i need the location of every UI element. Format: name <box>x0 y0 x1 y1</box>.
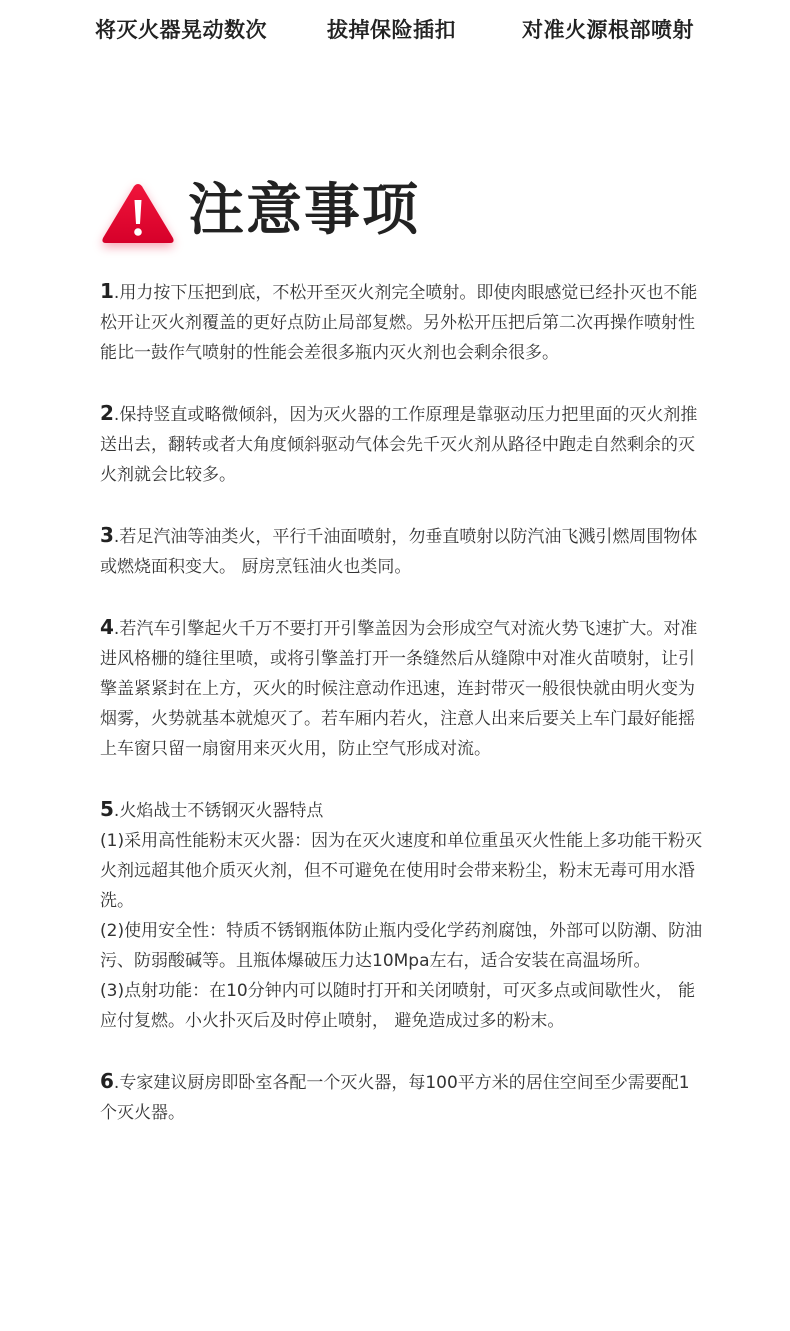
note-item <box>100 520 704 582</box>
note-number: 5 <box>100 797 114 821</box>
note-text: .专家建议厨房即卧室各配一个灭火器，每100平方米的居住空间至少需要配1个灭火器。 <box>100 1073 690 1123</box>
note-subitem: (3)点射功能：在10分钟内可以随时打开和关闭喷射，可灭多点或间歇性火， 能应付复燃。小火扑灭后及时停止喷射， 避免造成过多的粉末。 <box>100 981 696 1031</box>
note-text: .火焰战士不锈钢灭火器特点 <box>113 801 324 821</box>
note-subitem: (2)使用安全性：特质不锈钢瓶体防止瓶内受化学药剂腐蚀，外部可以防潮、防油污、防弱酸碱等。且瓶体爆破压力达10Mpa左右，适合安装在高温场所。 <box>100 921 703 971</box>
note-item <box>100 612 704 764</box>
note-number: 2 <box>100 401 114 425</box>
note-item <box>100 794 704 1036</box>
note-item <box>100 276 704 368</box>
note-text: .若汽车引擎起火千万不要打开引擎盖因为会形成空气对流火势飞速扩大。对准进风格栅的缝往里喷，或将引擎盖打开一条缝然后从缝隙中对准火苗喷射，让引擎盖紧紧封在上方，灭火的时候注意动作迅速，连封带灭一般很快就由明火变为烟雾，火势就基本就熄灭了。若车厢内若火，注意人出来后要关上车门最好能摇上车窗只留一扇窗用来灭火用，防止空气形成对流。 <box>100 619 698 759</box>
note-number: 3 <box>100 523 114 547</box>
step-2-label: 拔掉保险插扣 <box>327 18 456 42</box>
note-text: .保持竖直或略微倾斜，因为灭火器的工作原理是靠驱动压力把里面的灭火剂推送出去，翻转或者大角度倾斜驱动气体会先千灭火剂从路径中跑走自然剩余的灭火剂就会比较多。 <box>100 405 698 485</box>
section-title: 注意事项 <box>188 178 420 243</box>
note-number: 4 <box>100 615 114 639</box>
note-subitem: (1)采用高性能粉末灭火器：因为在灭火速度和单位重虽灭火性能上多功能干粉灭火剂远超其他介质灭火剂，但不可避免在使用时会带来粉尘，粉末无毒可用水涽洗。 <box>100 831 703 911</box>
note-number: 6 <box>100 1069 114 1093</box>
note-text: .若足汽油等油类火，平行千油面喷射，勿垂直喷射以防汽油飞溅引燃周围物体或燃烧面积变大。 厨房烹钰油火也类同。 <box>100 527 698 577</box>
warning-icon <box>100 180 176 248</box>
note-number: 1 <box>100 279 114 303</box>
step-1-label: 将灭火器晃动数次 <box>95 18 267 42</box>
note-text: .用力按下压把到底，不松开至灭火剂完全喷射。即使肉眼感觉已经扑灭也不能松开让灭火剂覆盖的更好点防止局部复燃。另外松开压把后第二次再操作喷射性能比一鼓作气喷射的性能会差很多瓶内灭火剂也会剩余很多。 <box>100 283 698 363</box>
note-item <box>100 1066 704 1128</box>
usage-steps <box>0 14 790 44</box>
note-item <box>100 398 704 490</box>
step-3-label: 对准火源根部喷射 <box>522 18 694 42</box>
notes-body <box>100 276 704 1158</box>
